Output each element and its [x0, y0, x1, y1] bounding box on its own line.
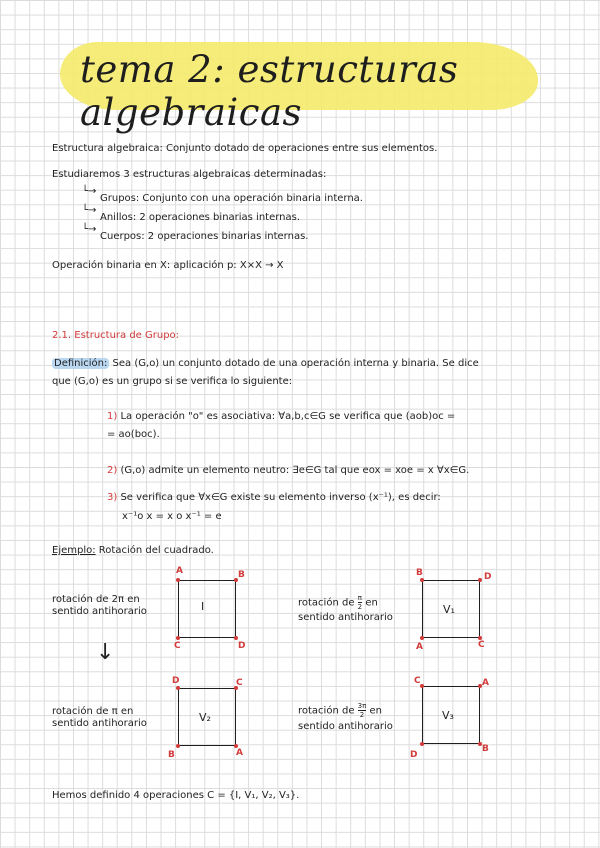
property-3-line-1	[107, 492, 441, 503]
property-2	[107, 465, 469, 476]
vertex-label-bl: C	[174, 641, 181, 651]
rotation-3-line-2: sentido antihorario	[52, 718, 147, 729]
vertex-label-tr: B	[238, 570, 245, 580]
binary-operation: Operación binaria en X: aplicación p: X×X → X	[52, 260, 284, 271]
rotation-4-line-2: sentido antihorario	[298, 721, 393, 732]
rotation-3-line-1: rotación de π en	[52, 706, 134, 717]
fraction-denominator: 2	[359, 711, 365, 719]
tree-arrow-icon: └→	[82, 224, 97, 235]
list-item-grupos: Grupos: Conjunto con una operación binaria interna.	[100, 193, 363, 204]
fraction-denominator: 2	[357, 603, 363, 611]
vertex-label-tl: C	[414, 676, 421, 686]
property-3-number: 3)	[107, 492, 118, 503]
definition-label: Definición:	[54, 358, 108, 369]
vertex-dot	[420, 742, 424, 746]
vertex-label-bl: B	[168, 750, 175, 760]
rotation-1-line-1: rotación de 2π en	[52, 594, 140, 605]
down-arrow-icon: ↓	[96, 640, 115, 665]
section-heading: 2.1. Estructura de Grupo:	[52, 330, 180, 341]
list-item-anillos: Anillos: 2 operaciones binarias internas.	[100, 212, 301, 223]
fraction-numerator: 3π	[357, 702, 367, 710]
vertex-dot	[420, 636, 424, 640]
rotation-4-text: rotación de	[298, 705, 355, 717]
square-label: V₂	[199, 711, 211, 724]
example-heading	[52, 545, 214, 556]
vertex-label-tl: B	[416, 568, 423, 578]
vertex-dot	[176, 578, 180, 582]
square-outline	[178, 580, 236, 638]
property-2-number: 2)	[107, 465, 118, 476]
vertex-dot	[176, 686, 180, 690]
tree-arrow-icon: └→	[82, 205, 97, 216]
vertex-dot	[420, 578, 424, 582]
rotation-2-text-end: en	[362, 597, 378, 609]
tree-arrow-icon: └→	[82, 186, 97, 197]
square-label: V₃	[442, 709, 454, 722]
rotation-1-line-2: sentido antihorario	[52, 606, 147, 617]
vertex-label-tr: C	[236, 678, 243, 688]
rotation-4-line-1	[298, 702, 382, 719]
vertex-dot	[176, 744, 180, 748]
rotation-2-text: rotación de	[298, 597, 355, 609]
property-1-line-1	[107, 411, 455, 422]
vertex-label-tl: A	[176, 566, 183, 576]
property-1-text: La operación "o" es asociativa: ∀a,b,c∈G se verifica que (aob)oc =	[117, 411, 456, 422]
vertex-label-tr: A	[482, 678, 489, 688]
example-label: Ejemplo:	[52, 545, 96, 556]
square-label: I	[201, 600, 205, 613]
vertex-label-br: C	[478, 640, 485, 650]
rotation-2-line-1	[298, 594, 378, 611]
property-3-text: Se verifica que ∀x∈G existe su elemento inverso (x⁻¹), es decir:	[117, 492, 441, 503]
property-3-line-2: x⁻¹o x = x o x⁻¹ = e	[122, 511, 222, 522]
vertex-label-bl: D	[410, 750, 418, 760]
fraction-numerator: π	[357, 594, 363, 602]
vertex-label-bl: A	[416, 642, 423, 652]
vertex-dot	[478, 578, 482, 582]
vertex-label-tl: D	[172, 676, 180, 686]
definition-line-1	[52, 358, 479, 369]
vertex-label-tr: D	[484, 572, 492, 582]
property-2-text: (G,o) admite un elemento neutro: ∃e∈G tal que eox = xoe = x ∀x∈G.	[117, 465, 470, 476]
vertex-dot	[176, 636, 180, 640]
definition-line-2: que (G,o) es un grupo si se verifica lo siguiente:	[52, 376, 293, 387]
conclusion: Hemos definido 4 operaciones C = {I, V₁, V₂, V₃}.	[52, 790, 300, 801]
intro-line-2: Estudiaremos 3 estructuras algebraicas determinadas:	[52, 169, 327, 180]
intro-line-1: Estructura algebraica: Conjunto dotado de operaciones entre sus elementos.	[52, 143, 438, 154]
list-item-cuerpos: Cuerpos: 2 operaciones binarias internas.	[100, 231, 309, 242]
vertex-label-br: A	[236, 748, 243, 758]
rotation-4-text-end: en	[366, 705, 383, 717]
square-label: V₁	[443, 603, 455, 616]
vertex-label-br: B	[482, 744, 489, 754]
property-1-number: 1)	[107, 411, 118, 422]
property-1-line-2: = ao(boc).	[107, 429, 160, 440]
rotation-2-line-2: sentido antihorario	[298, 612, 393, 623]
example-text: Rotación del cuadrado.	[95, 545, 214, 556]
vertex-label-br: D	[238, 641, 246, 651]
definition-text-1: Sea (G,o) un conjunto dotado de una operación interna y binaria. Se dice	[109, 358, 479, 369]
page-title: tema 2: estructuras algebraicas	[80, 48, 459, 134]
vertex-dot	[234, 636, 238, 640]
